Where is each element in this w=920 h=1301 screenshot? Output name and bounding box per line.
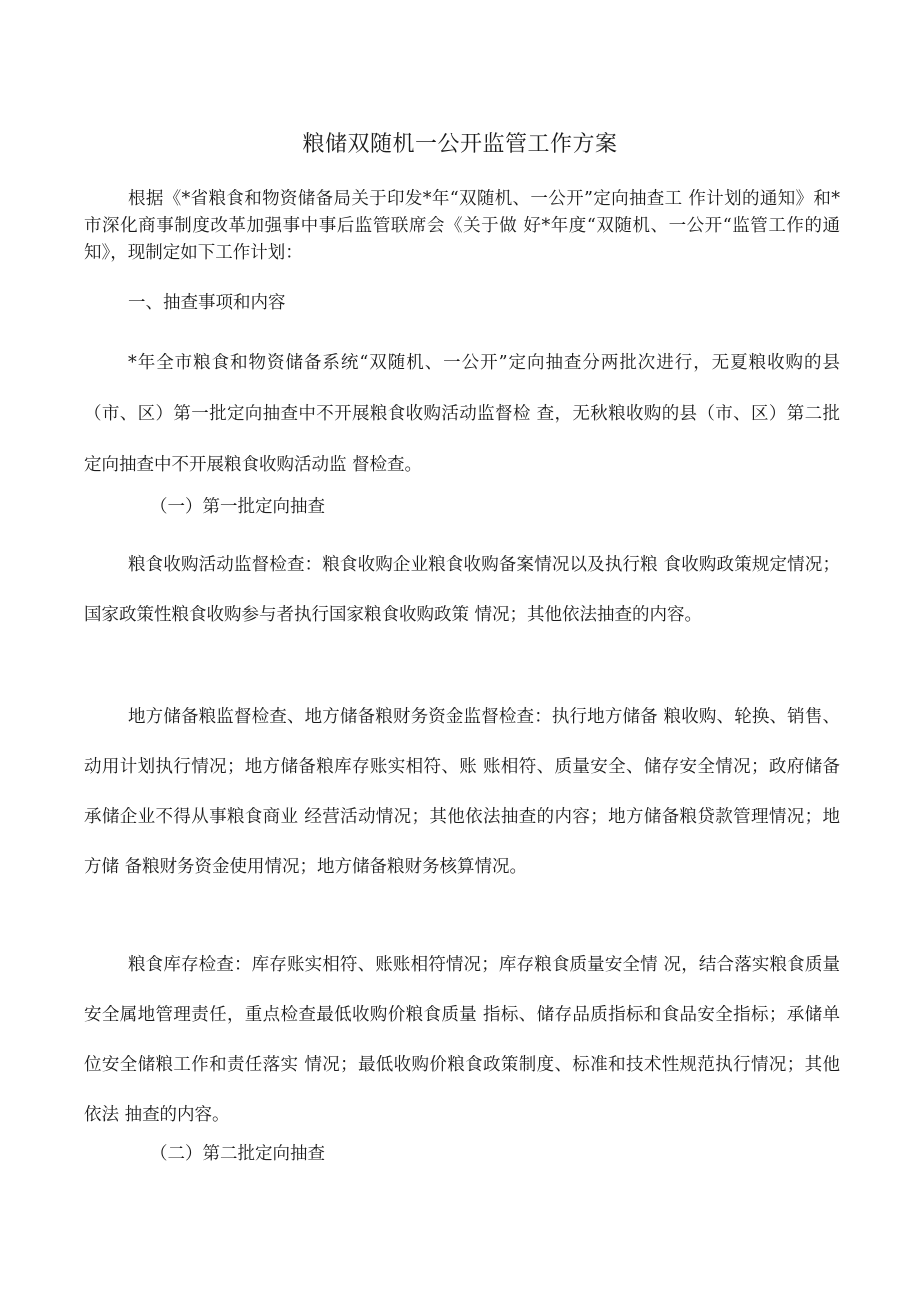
intro-paragraph: 根据《*省粮食和物资储备局关于印发*年“双随机、一公开”定向抽查工 作计划的通知》和*市深化商事制度改革加强事中事后监管联席会《关于做 好*年度“双随机、一公开“监管工作的通知》，现制定如下工作计划： [84,189,840,263]
section-1-paragraph: *年全市粮食和物资储备系统“双随机、一公开”定向抽查分两批次进行，无夏粮收购的县（市、区）第一批定向抽查中不开展粮食收购活动监督检 查，无秋粮收购的县（市、区）第二批定向抽查中不开展粮食收购活动监 督检查。 [84,353,840,475]
document-title: 粮储双随机一公开监管工作方案 [302,132,618,157]
grain-purchase-inspection-paragraph: 粮食收购活动监督检查：粮食收购企业粮食收购备案情况以及执行粮 食收购政策规定情况；国家政策性粮食收购参与者执行国家粮食收购政策 情况；其他依法抽查的内容。 [84,555,840,625]
subsection-heading-1: （一）第一批定向抽查 [150,497,325,517]
local-reserve-inspection-paragraph: 地方储备粮监督检查、地方储备粮财务资金监督检查：执行地方储备 粮收购、轮换、销售、动用计划执行情况；地方储备粮库存账实相符、账 账相符、质量安全、储存安全情况；政府储备承储企业不得从事粮食商业 经营活动情况；其他依法抽查的内容；地方储备粮贷款管理情况；地方储 备粮财务资金使用情况；地方储备粮财务核算情况。 [84,707,840,877]
subsection-heading-2: （二）第二批定向抽查 [150,1144,325,1164]
grain-stock-inspection-paragraph: 粮食库存检查：库存账实相符、账账相符情况；库存粮食质量安全情 况，结合落实粮食质量安全属地管理责任，重点检查最低收购价粮食质量 指标、储存品质指标和食品安全指标；承储单位安全储粮工作和责任落实 情况；最低收购价粮食政策制度、标准和技术性规范执行情况；其他依法 抽查的内容。 [84,955,840,1125]
section-heading-1: 一、抽查事项和内容 [128,293,286,313]
